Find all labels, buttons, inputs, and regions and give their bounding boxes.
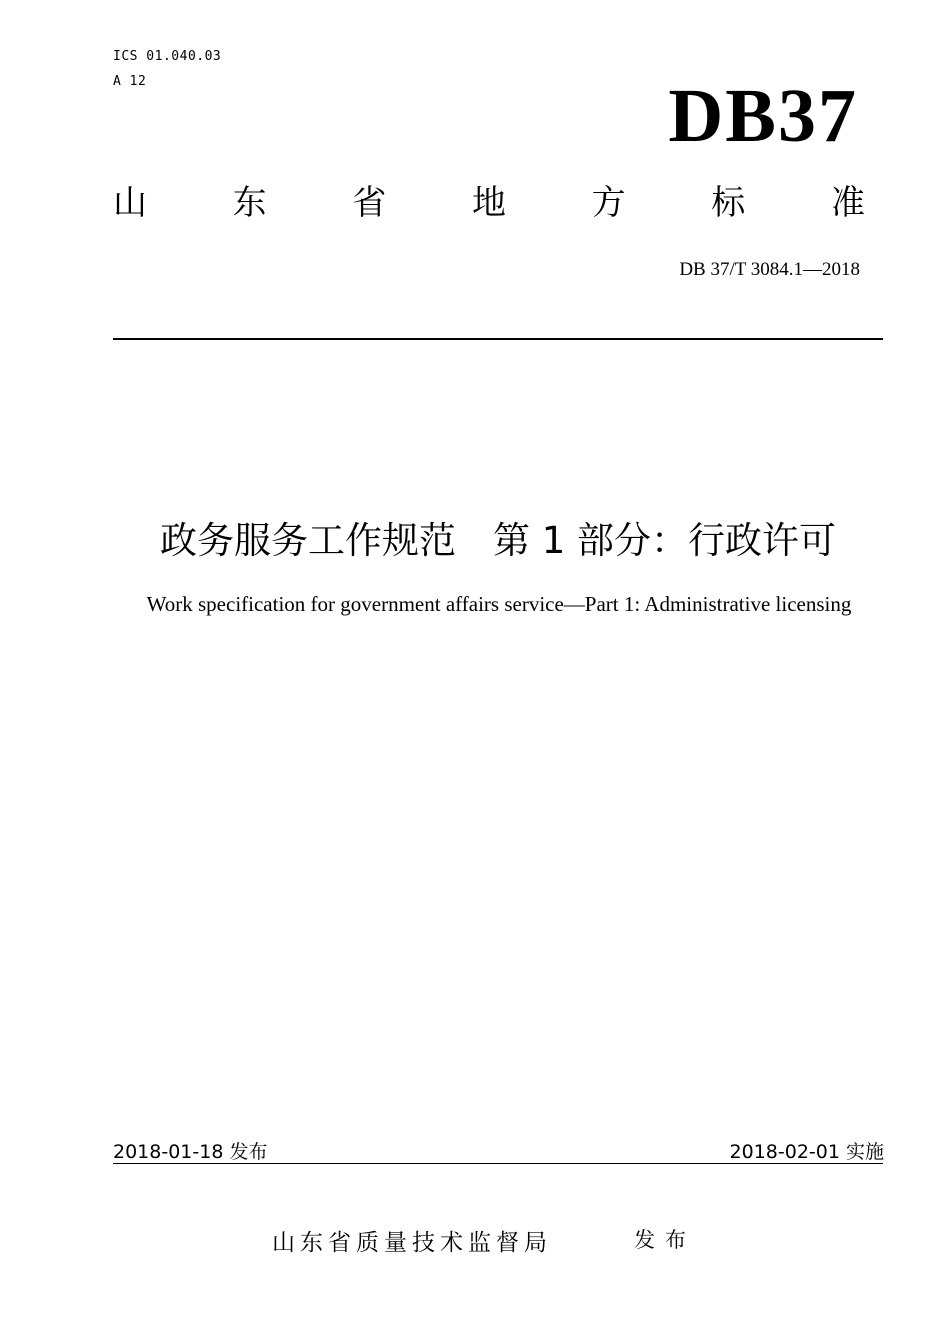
standard-type-heading	[113, 183, 865, 223]
document-title-chinese: 政务服务工作规范 第 1 部分：行政许可	[159, 519, 837, 562]
implementation-date: 2018-02-01 实施	[729, 1141, 884, 1163]
standard-type-char: 方	[591, 183, 626, 223]
standard-type-char: 山	[113, 183, 147, 223]
standard-number: DB 37/T 3084.1—2018	[679, 259, 860, 280]
standard-type-char: 标	[711, 183, 746, 223]
header-divider	[113, 338, 883, 340]
standard-type-char: 准	[830, 183, 865, 223]
publish-label: 发布	[634, 1228, 696, 1252]
standard-type-char: 省	[352, 183, 387, 223]
footer-divider	[113, 1163, 883, 1164]
standard-code-logo: DB37	[668, 74, 858, 158]
ccs-code: A 12	[113, 74, 147, 89]
ics-code: ICS 01.040.03	[113, 49, 222, 64]
standard-type-char: 东	[232, 183, 267, 223]
document-title-english: Work specification for government affairs service—Part 1: Administrative licensing	[146, 592, 852, 616]
standard-type-char: 地	[471, 183, 506, 223]
issue-date: 2018-01-18 发布	[113, 1141, 268, 1163]
publisher-name: 山东省质量技术监督局	[272, 1230, 552, 1256]
